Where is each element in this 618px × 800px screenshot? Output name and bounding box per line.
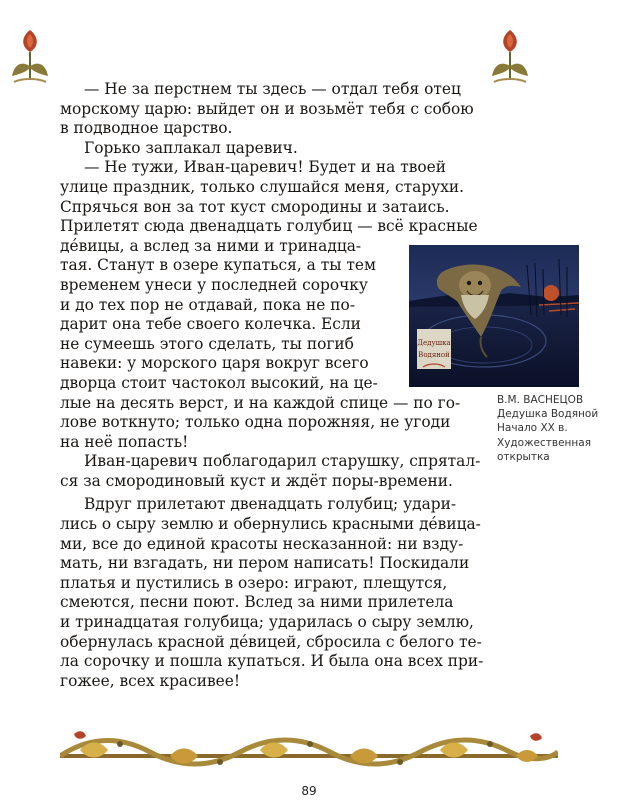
text-line: лись о сыру землю и обернулись красными де́вица- [60,515,481,534]
paragraph-1 [60,80,488,139]
text-line: в подводное царство. [60,119,233,138]
text-line: смеются, песни поют. Вслед за ними прилетела [60,593,454,612]
text-line: де́вицы, а вслед за ними и тринадца- [60,236,362,255]
text-line: — Не тужи, Иван-царевич! Будет и на твоей [84,158,447,177]
text-line: дворца стоит частокол высокий, на це- [60,373,378,392]
caption-date: Начало XX в. [497,422,568,435]
caption-title: Дедушка Водяной [497,408,599,421]
page-number: 89 [301,784,317,798]
text-line: ся за смородиновый куст и ждёт поры-времени. [60,471,453,490]
caption-type-2: открытка [497,450,550,463]
text-line: лове воткнуто; только одна порожняя, не угоди [60,413,451,432]
text-line: платья и пустились в озеро: играют, плещутся, [60,573,448,592]
signature-line-1: Дедушка [417,339,451,347]
text-line: Вдруг прилетают двенадцать голубиц; удари- [84,495,457,514]
text-line: мать, ни взгадать, ни пером написать! Поскидали [60,554,470,573]
text-line: гожее, всех красивее! [60,671,241,690]
corner-ornament-left-icon [8,22,52,88]
text-line: ми, все до единой красоты несказанной: ни взду- [60,534,464,553]
text-line: Горько заплакал царевич. [84,138,298,157]
text-line: и тринадцатая голубица; ударилась о сыру землю, [60,613,474,632]
caption-author: В.М. ВАСНЕЦОВ [497,394,584,406]
text-line: не сумеешь этого сделать, ты погиб [60,334,354,353]
corner-ornament-right-icon [488,22,532,88]
text-line: временем унеси у последней сорочку [60,275,368,294]
signature-line-2: Водяной [418,351,450,359]
text-line: навеки: у морского царя вокруг всего [60,354,369,373]
text-line: на неё попасть! [60,432,189,451]
paragraph-5 [60,495,488,691]
text-line: и до тех пор не отдавай, пока не по- [60,295,356,314]
text-line: тая. Станут в озере купаться, а ты тем [60,256,376,275]
paragraph-2 [60,139,488,159]
text-line: Прилетят сюда двенадцать голубиц — всё красные [60,217,478,236]
text-line: лые на десять верст, и на каждой спице — по го- [60,393,461,412]
text-line: Спрячься вон за тот куст смородины и затаись. [60,197,450,216]
text-line: — Не за перстнем ты здесь — отдал тебя отец [84,80,461,98]
paragraph-4 [60,452,488,491]
text-line: Иван-царевич поблагодарил старушку, спрятал- [84,452,481,471]
caption-type-1: Художественная [497,436,592,449]
bottom-ornament-icon [60,730,558,774]
illustration-caption [497,393,607,464]
vodyanoy-illustration [409,245,579,387]
text-line: улице праздник, только слушайся меня, старухи. [60,177,465,196]
text-line: обернулась красной де́вицей, сбросила с белого те- [60,632,482,651]
text-line: морскому царю: выйдет он и возьмёт тебя с собою [60,99,474,118]
text-line: дарит она тебе своего колечка. Если [60,315,361,334]
text-line: ла сорочку и пошла купаться. И была она всех при- [60,652,484,671]
